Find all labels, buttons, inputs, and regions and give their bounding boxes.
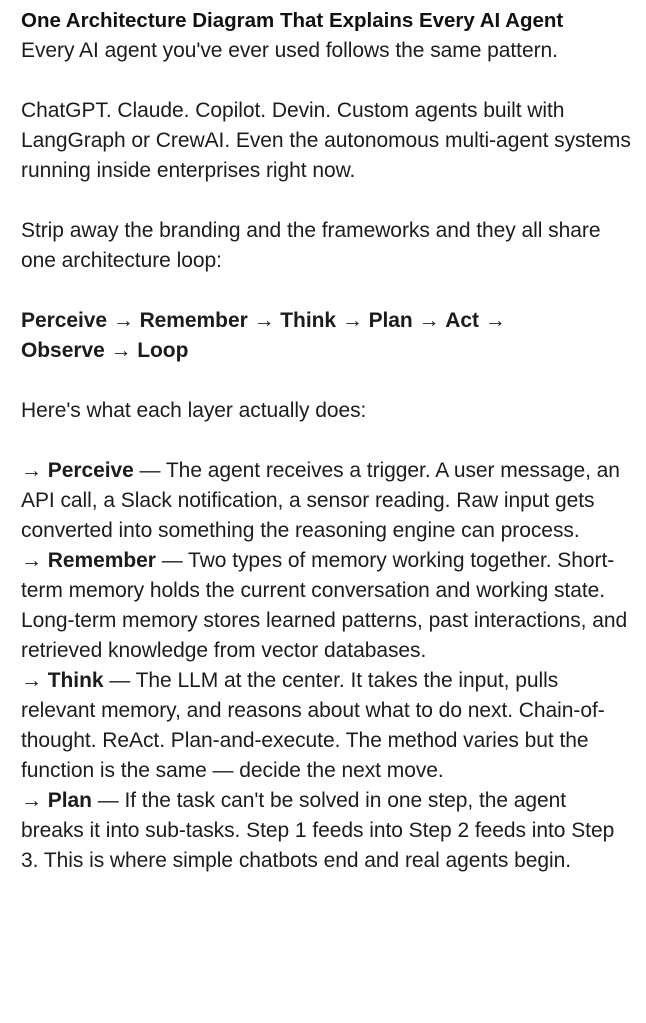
- layer-description: The LLM at the center. It takes the input, pulls relevant memory, and reasons about what to do next. Chain-of-thought. ReAct. Plan-and-execute. The method varies but the function is the same — decide the next move.: [21, 669, 605, 782]
- arrow-right-icon: →: [341, 309, 363, 332]
- intro-paragraph: Every AI agent you've ever used follows the same pattern.: [21, 39, 558, 62]
- layer-plan: [21, 786, 631, 876]
- paragraph-spacer: [21, 186, 631, 216]
- arrow-right-icon: →: [21, 459, 42, 482]
- loop-step-act: Act: [445, 309, 479, 332]
- em-dash: —: [133, 459, 166, 482]
- loop-step-observe: Observe: [21, 339, 105, 362]
- layers-intro: Here's what each layer actually does:: [21, 399, 367, 422]
- paragraph-spacer: [21, 366, 631, 396]
- paragraph-spacer: [21, 276, 631, 306]
- layer-description: If the task can't be solved in one step, the agent breaks it into sub-tasks. Step 1 feeds into Step 2 feeds into Step 3. This is where simple chatbots end and real agents begin.: [21, 789, 615, 872]
- layer-perceive: [21, 456, 631, 546]
- layer-name: Think: [47, 669, 104, 692]
- paragraph-spacer: [21, 426, 631, 456]
- loop-step-loop: Loop: [137, 339, 189, 362]
- loop-step-plan: Plan: [368, 309, 413, 332]
- loop-step-remember: Remember: [139, 309, 248, 332]
- layer-think: [21, 666, 631, 786]
- loop-step-perceive: Perceive: [21, 309, 108, 332]
- layer-name: Remember: [47, 549, 156, 572]
- em-dash: —: [91, 789, 125, 812]
- layer-remember: [21, 546, 631, 666]
- arrow-right-icon: →: [21, 789, 42, 812]
- paragraph-spacer: [21, 66, 631, 96]
- strip-paragraph: Strip away the branding and the frameworks and they all share one architecture loop:: [21, 219, 601, 272]
- layer-name: Plan: [47, 789, 92, 812]
- arrow-right-icon: →: [484, 309, 506, 332]
- arrow-right-icon: →: [21, 549, 42, 572]
- post-title: One Architecture Diagram That Explains Every AI Agent: [21, 9, 564, 32]
- layer-description: Two types of memory working together. Short-term memory holds the current conversation and working state. Long-term memory stores learned patterns, past interactions, and retrieved knowledge from vector databases.: [21, 549, 628, 662]
- arrow-right-icon: →: [253, 309, 275, 332]
- arrow-right-icon: →: [112, 309, 134, 332]
- architecture-loop: [21, 306, 631, 366]
- layer-name: Perceive: [47, 459, 134, 482]
- em-dash: —: [103, 669, 136, 692]
- arrow-right-icon: →: [110, 339, 132, 362]
- layer-description: The agent receives a trigger. A user message, an API call, a Slack notification, a sensor reading. Raw input gets converted into something the reasoning engine can process.: [21, 459, 620, 542]
- post-body: [21, 6, 631, 876]
- em-dash: —: [155, 549, 189, 572]
- examples-paragraph: ChatGPT. Claude. Copilot. Devin. Custom agents built with LangGraph or CrewAI. Even the autonomous multi-agent systems running inside enterprises right now.: [21, 99, 631, 182]
- arrow-right-icon: →: [21, 669, 42, 692]
- arrow-right-icon: →: [418, 309, 440, 332]
- loop-step-think: Think: [280, 309, 337, 332]
